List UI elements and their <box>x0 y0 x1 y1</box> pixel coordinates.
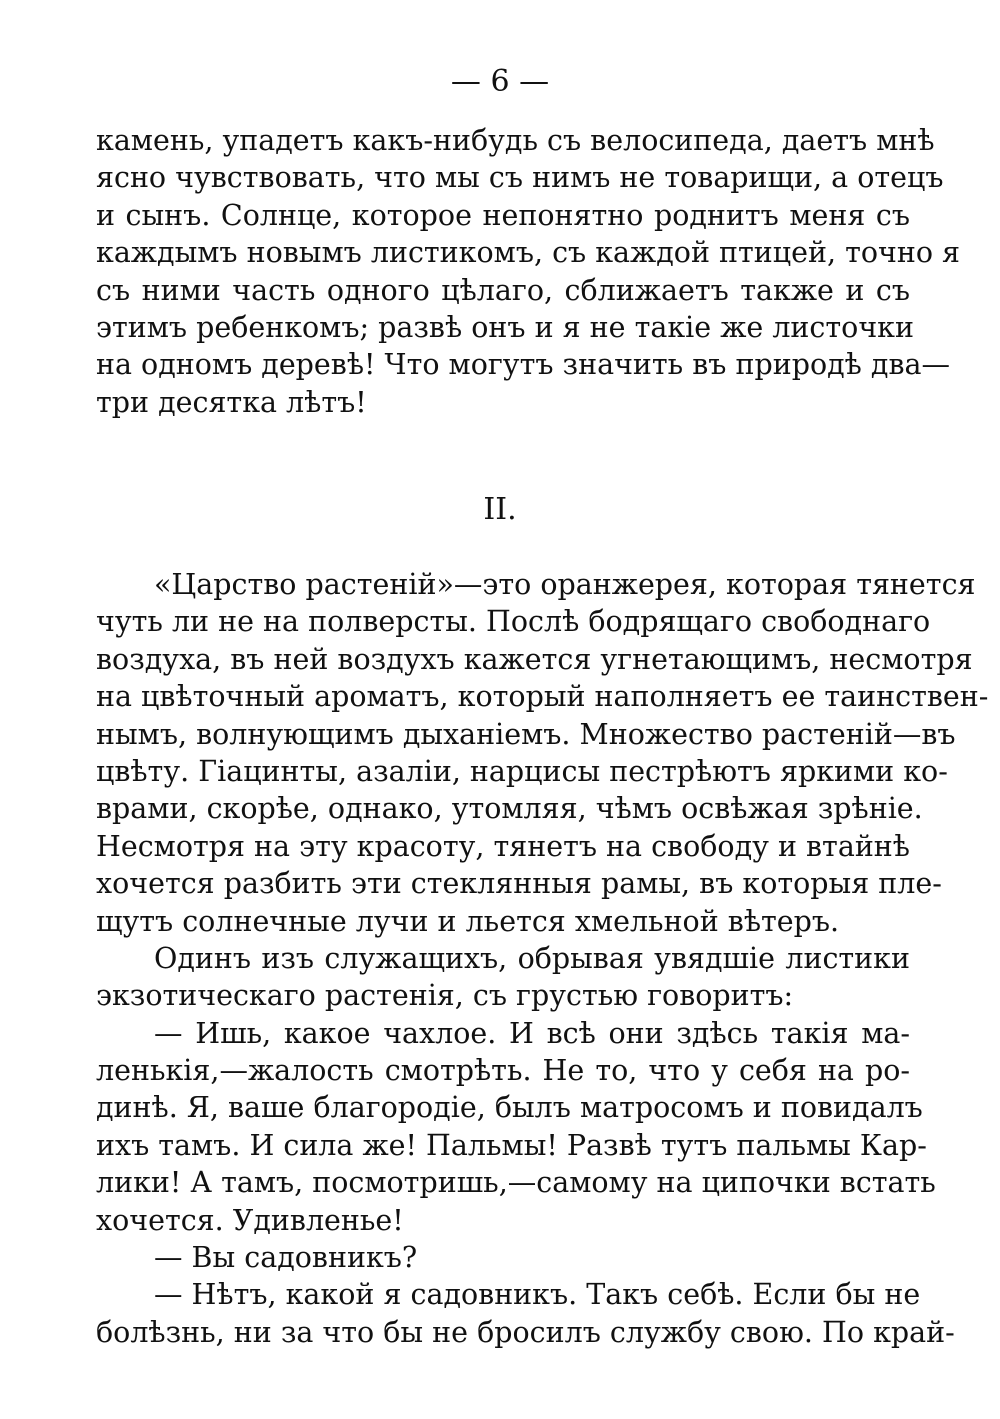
text-line: на одномъ деревѣ! Что могутъ значить въ природѣ два— <box>96 348 950 382</box>
text-line: и сынъ. Солнце, которое непонятно роднитъ меня съ <box>96 198 910 232</box>
text-line: щутъ солнечные лучи и льется хмельной вѣтеръ. <box>96 904 840 938</box>
text-line: воздуха, въ ней воздухъ кажется угнетающимъ, несмотря <box>96 642 973 676</box>
text-line: цвѣту. Гіацинты, азаліи, нарцисы пестрѣютъ яркими ко- <box>96 754 948 788</box>
text-line: — Вы садовникъ? <box>154 1241 418 1275</box>
text-line: чуть ли не на полверсты. Послѣ бодрящаго свободнаго <box>96 605 931 639</box>
chapter-body <box>96 566 989 1351</box>
chapter-heading: II. <box>483 492 517 527</box>
text-line: — Нѣтъ, какой я садовникъ. Такъ себѣ. Если бы не <box>154 1278 921 1312</box>
text-line: Одинъ изъ служащихъ, обрывая увядшіе листики <box>154 941 910 975</box>
text-line: съ ними часть одного цѣлаго, сближаетъ также и съ <box>96 273 910 307</box>
text-line: динѣ. Я, ваше благородіе, былъ матросомъ и повидалъ <box>96 1091 923 1125</box>
text-line: хочется. Удивленье! <box>96 1203 404 1237</box>
page-number: — 6 — <box>450 64 550 99</box>
text-line: — Ишь, какое чахлое. И всѣ они здѣсь такія ма- <box>154 1016 910 1050</box>
text-line: хочется разбить эти стеклянныя рамы, въ которыя пле- <box>96 867 942 901</box>
text-line: каждымъ новымъ листикомъ, съ каждой птицей, точно я <box>96 236 961 270</box>
text-line: ясно чувствовать, что мы съ нимъ не товарищи, а отецъ <box>96 161 944 195</box>
text-line: камень, упадетъ какъ-нибудь съ велосипеда, даетъ мнѣ <box>96 124 935 157</box>
text-line: болѣзнь, ни за что бы не бросилъ службу свою. По край- <box>96 1315 955 1349</box>
continuation-paragraph <box>96 122 961 421</box>
text-line: экзотическаго растенія, съ грустью говоритъ: <box>96 979 794 1013</box>
text-line: три десятка лѣтъ! <box>96 385 367 419</box>
text-line: нымъ, волнующимъ дыханіемъ. Множество растеній—въ <box>96 717 956 751</box>
text-line: этимъ ребенкомъ; развѣ онъ и я не такіе же листочки <box>96 310 914 344</box>
text-line: на цвѣточный ароматъ, который наполняетъ ее таинствен- <box>96 680 989 714</box>
text-line: врами, скорѣе, однако, утомляя, чѣмъ освѣжая зрѣніе. <box>96 792 923 826</box>
text-line: ихъ тамъ. И сила же! Пальмы! Развѣ тутъ пальмы Кар- <box>96 1128 927 1162</box>
text-line: Несмотря на эту красоту, тянетъ на свободу и втайнѣ <box>96 829 910 863</box>
text-line: «Царство растеній»—это оранжерея, которая тянется <box>154 568 976 601</box>
text-line: лики! А тамъ, посмотришь,—самому на ципочки встать <box>96 1166 936 1200</box>
text-line: ленькія,—жалость смотрѣть. Не то, что у себя на ро- <box>96 1054 910 1088</box>
